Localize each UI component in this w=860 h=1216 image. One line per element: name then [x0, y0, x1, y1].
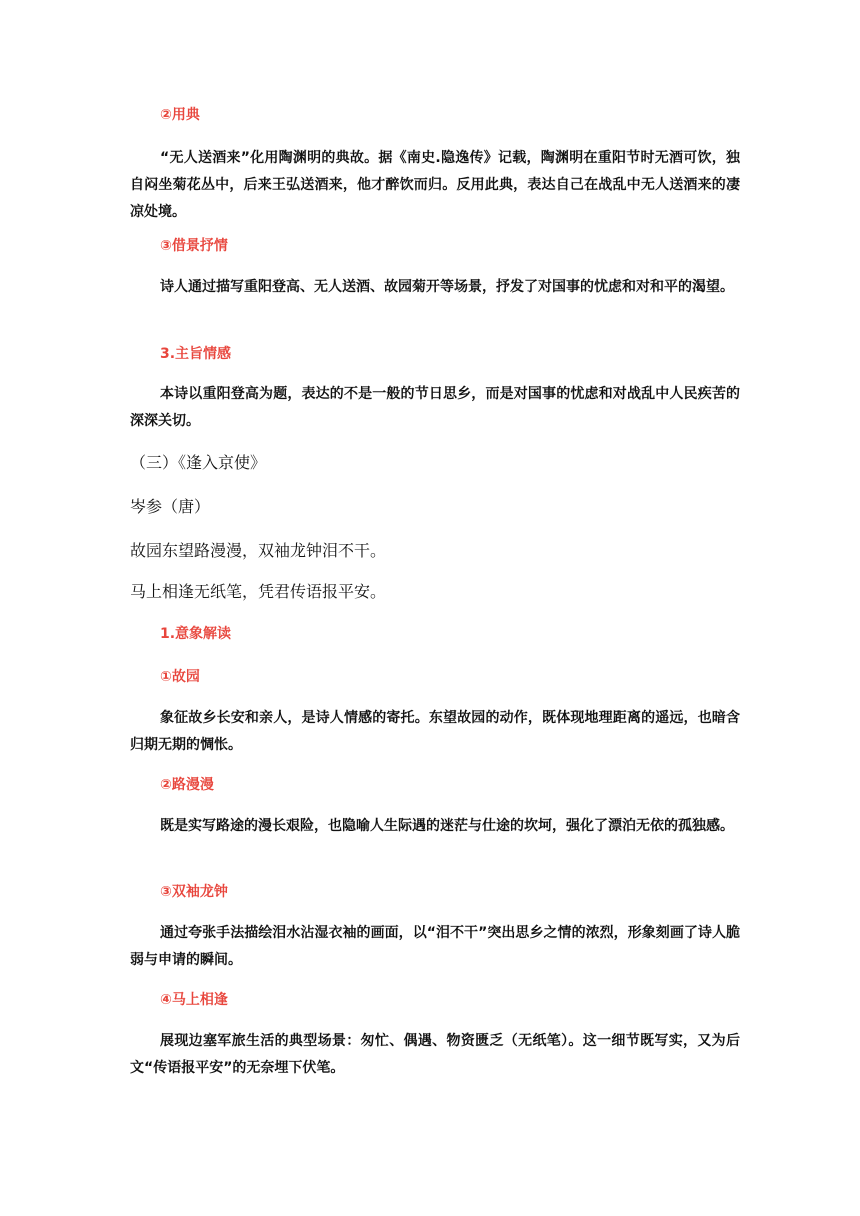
section-heading-guyuan: ①故园 — [160, 669, 200, 685]
paragraph-lumanman: 既是实写路途的漫长艰险，也隐喻人生际遇的迷茫与仕途的坎坷，强化了漂泊无依的孤独感。 — [160, 818, 734, 834]
poem-line-1: 故园东望路漫漫，双袖龙钟泪不干。 — [130, 541, 387, 560]
paragraph-zhuzhi: 本诗以重阳登高为题，表达的不是一般的节日思乡，而是对国事的忧虑和对战乱中人民疾苦的深深关切。 — [130, 386, 740, 429]
paragraph-shuangxiu: 通过夸张手法描绘泪水沾湿衣袖的画面，以“泪不干”突出思乡之情的浓烈，形象刻画了诗人脆弱与申请的瞬间。 — [130, 925, 740, 968]
poem-author: 岑参（唐） — [130, 497, 211, 516]
paragraph-mashang: 展现边塞军旅生活的典型场景：匆忙、偶遇、物资匮乏（无纸笔）。这一细节既写实，又为后文“传语报平安”的无奈埋下伏笔。 — [130, 1033, 740, 1076]
paragraph-jiejing: 诗人通过描写重阳登高、无人送酒、故园菊开等场景，抒发了对国事的忧虑和对和平的渴望。 — [160, 279, 734, 295]
section-heading-yongdian: ②用典 — [160, 107, 200, 123]
poem-title: （三）《逢入京使》 — [130, 453, 267, 472]
section-heading-jiejing: ③借景抒情 — [160, 238, 228, 254]
section-heading-shuangxiu: ③双袖龙钟 — [160, 884, 228, 900]
section-heading-lumanman: ②路漫漫 — [160, 777, 214, 793]
section-heading-mashang: ④马上相逢 — [160, 992, 228, 1008]
section-heading-zhuzhi: 3.主旨情感 — [160, 346, 232, 362]
paragraph-guyuan: 象征故乡长安和亲人，是诗人情感的寄托。东望故园的动作，既体现地理距离的遥远，也暗含归期无期的惆怅。 — [130, 710, 740, 753]
paragraph-yongdian: “无人送酒来”化用陶渊明的典故。据《南史.隐逸传》记载，陶渊明在重阳节时无酒可饮，独自闷坐菊花丛中，后来王弘送酒来，他才醉饮而归。反用此典，表达自己在战乱中无人送酒来的凄凉处境。 — [130, 150, 740, 220]
poem-line-2: 马上相逢无纸笔，凭君传语报平安。 — [130, 582, 387, 601]
section-heading-yixiang: 1.意象解读 — [160, 626, 232, 642]
